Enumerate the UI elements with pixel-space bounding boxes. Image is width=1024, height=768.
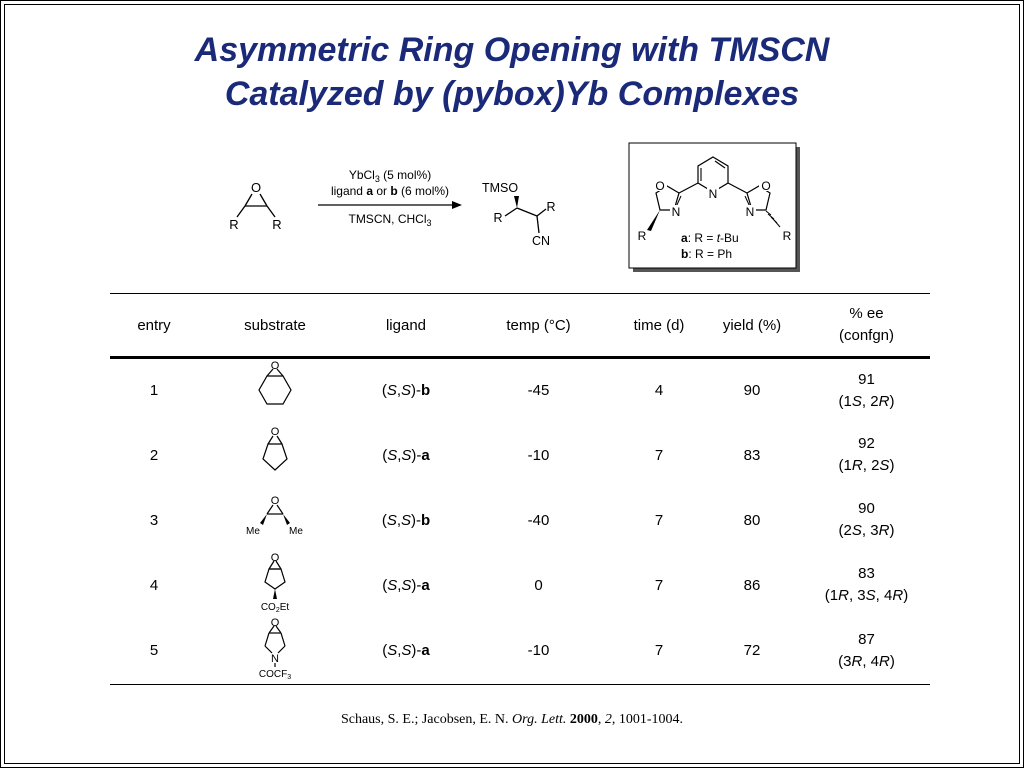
pybox-ligand-box	[629, 143, 800, 272]
left-r-label: R	[637, 229, 647, 243]
entry-cell: 5	[149, 642, 159, 659]
substrate-o-label: O	[270, 426, 280, 438]
condition-line-1: YbCl$_3$ (5 mol%)	[348, 168, 432, 184]
header-temp: temp (°C)	[506, 316, 571, 334]
ee-cell: 90 (2S, 3R)	[838, 500, 895, 539]
ee-cell: 92 (1R, 2S)	[838, 435, 895, 474]
epoxide-r-right: R	[272, 217, 282, 232]
yield-cell: 83	[743, 446, 761, 464]
ester-cyclopentene-oxide-structure	[240, 553, 310, 613]
substrate-cell	[198, 553, 352, 618]
ligand-cell: (S,S)-b	[381, 511, 431, 529]
header-ligand: ligand	[385, 316, 427, 334]
table-header	[110, 294, 930, 358]
substrate-cell	[198, 488, 352, 553]
ligand-cell: (S,S)-a	[382, 576, 430, 594]
temp-cell: -45	[527, 382, 550, 400]
entry-cell: 1	[149, 382, 159, 400]
substrate-co2et-label: $CO_2Et$	[260, 602, 290, 613]
product-r-right: R	[546, 200, 556, 214]
substrate-cell	[198, 423, 352, 488]
entry-cell: 2	[149, 446, 159, 464]
epoxide-reactant	[229, 180, 281, 232]
temp-cell: 0	[534, 576, 543, 594]
ligand-cell: (S,S)-a	[382, 642, 430, 659]
time-cell: 7	[654, 576, 664, 594]
epoxide-r-left: R	[229, 217, 239, 232]
condition-line-3: TMSCN, CHCl$_3$	[348, 212, 432, 228]
entry-cell: 4	[149, 576, 159, 594]
header-ee: % ee (confgn)	[838, 305, 895, 344]
right-oxazoline-n: N	[745, 205, 755, 219]
literature-reference: Schaus, S. E.; Jacobsen, E. N. Org. Lett. 2000, 2, 1001-1004.	[340, 712, 684, 727]
substrate-me-right: Me	[289, 526, 303, 537]
reaction-scheme	[0, 0, 1024, 290]
table-row	[110, 618, 930, 685]
header-substrate: substrate	[244, 316, 306, 334]
temp-cell: -10	[527, 642, 550, 659]
temp-cell: -10	[527, 446, 550, 464]
table-row	[110, 553, 930, 618]
substrate-cell	[198, 358, 352, 423]
product-cn-label: CN	[531, 234, 551, 248]
substrate-n-label: N	[271, 652, 279, 665]
right-r-label: R	[782, 229, 792, 243]
reaction-conditions	[318, 168, 462, 228]
time-cell: 7	[654, 642, 664, 659]
temp-cell: -40	[527, 511, 550, 529]
time-cell: 7	[654, 446, 664, 464]
ee-cell: 83 (1R, 3S, 4R)	[824, 565, 909, 604]
substrate-o-label: O	[270, 360, 280, 372]
time-cell: 7	[654, 511, 664, 529]
substrate-me-left: Me	[246, 526, 260, 537]
time-cell: 4	[654, 382, 664, 400]
yield-cell: 90	[743, 382, 761, 400]
yield-cell: 80	[743, 511, 761, 529]
ligand-cell: (S,S)-b	[381, 382, 431, 400]
header-entry: entry	[137, 316, 171, 334]
cis-2-butene-oxide-structure	[240, 490, 310, 546]
substrate-o-label: O	[270, 495, 280, 507]
table-row	[110, 358, 930, 423]
product-r-left: R	[493, 211, 503, 225]
table-row	[110, 488, 930, 553]
condition-line-2: ligand a or b (6 mol%)	[330, 184, 450, 198]
substrate-cell	[198, 618, 352, 685]
ligand-cell: (S,S)-a	[382, 446, 430, 464]
header-yield: yield (%)	[722, 316, 782, 334]
yield-cell: 72	[743, 642, 761, 659]
header-time: time (d)	[633, 316, 685, 334]
ee-cell: 91 (1S, 2R)	[838, 370, 895, 410]
title-line-1: Asymmetric Ring Opening with TMSCN	[194, 31, 830, 69]
ee-cell: 87 (3R, 4R)	[838, 630, 895, 670]
ligand-legend-a: a: R = t-Bu	[681, 231, 739, 245]
title-line-2: Catalyzed by (pybox)Yb Complexes	[224, 75, 800, 113]
cyclohexene-oxide-structure	[245, 361, 305, 417]
pyridine-n-label: N	[708, 187, 718, 201]
epoxide-o-label: O	[250, 180, 262, 195]
entry-cell: 3	[149, 511, 159, 529]
left-oxazoline-n: N	[671, 205, 681, 219]
left-oxazoline-o: O	[655, 179, 665, 193]
substrate-cocf3-label: $COCF_3$	[258, 668, 292, 680]
product-tmso-label: TMSO	[481, 181, 519, 195]
yield-cell: 86	[743, 576, 761, 594]
substrate-o-label: O	[270, 617, 280, 629]
results-table	[110, 293, 930, 685]
cyclopentene-oxide-structure	[245, 425, 305, 481]
cyanohydrin-product	[482, 181, 556, 248]
substrate-o-label: O	[270, 553, 280, 564]
table-row	[110, 423, 930, 488]
ligand-legend-b: b: R = Ph	[681, 247, 733, 261]
right-oxazoline-o: O	[761, 179, 771, 193]
pyrrolidine-epoxide-structure	[240, 618, 310, 680]
